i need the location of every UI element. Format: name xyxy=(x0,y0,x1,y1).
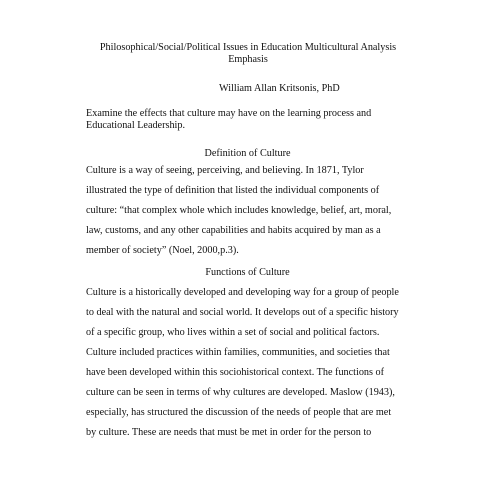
paragraph-line: Culture is a historically developed and developing way for a group of people xyxy=(86,287,399,298)
paragraph-definition xyxy=(86,161,466,261)
paragraph-line: Culture is a way of seeing, perceiving, and believing. In 1871, Tylor xyxy=(86,165,364,176)
paragraph-line: culture: “that complex whole which includes knowledge, belief, art, moral, xyxy=(86,205,392,216)
author-name: William Allan Kritsonis, PhD xyxy=(219,83,340,94)
paragraph-line: law, customs, and any other capabilities and habits acquired by man as a xyxy=(86,225,381,236)
title-line-2: Emphasis xyxy=(228,54,268,65)
paragraph-line: especially, has structured the discussion of the needs of people that are met xyxy=(86,407,392,418)
intro-text xyxy=(86,108,416,132)
intro-line-1: Examine the effects that culture may have on the learning process and xyxy=(86,108,372,119)
paragraph-line: culture can be seen in terms of why cultures are developed. Maslow (1943), xyxy=(86,387,395,398)
section-heading-functions: Functions of Culture xyxy=(205,267,290,278)
paragraph-line: by culture. These are needs that must be met in order for the person to xyxy=(86,427,372,438)
paragraph-line: member of society” (Noel, 2000,p.3). xyxy=(86,245,239,256)
paragraph-functions xyxy=(86,283,466,443)
paragraph-line: Culture included practices within families, communities, and societies that xyxy=(86,347,390,358)
title-line-1: Philosophical/Social/Political Issues in Education Multicultural Analysis xyxy=(99,42,397,53)
paragraph-line: have been developed within this sociohistorical context. The functions of xyxy=(86,367,385,378)
paragraph-line: to deal with the natural and social world. It develops out of a specific history xyxy=(86,307,399,318)
paragraph-line: of a specific group, who lives within a set of social and political factors. xyxy=(86,327,380,338)
document-title xyxy=(60,42,436,66)
intro-line-2: Educational Leadership. xyxy=(86,120,186,131)
paragraph-line: illustrated the type of definition that listed the individual components of xyxy=(86,185,380,196)
section-heading-definition: Definition of Culture xyxy=(204,148,291,159)
